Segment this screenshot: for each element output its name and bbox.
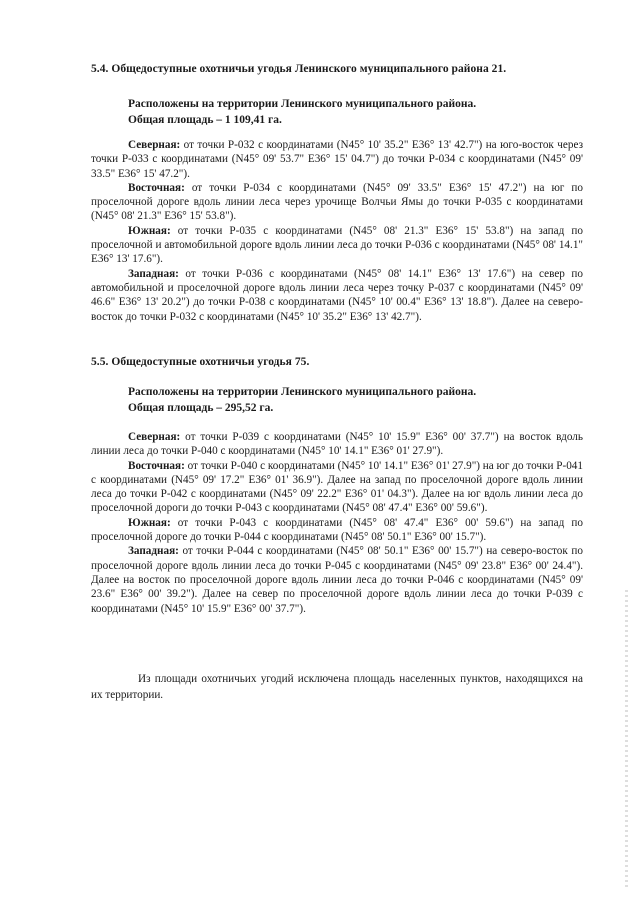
section-55-title: 5.5. Общедоступные охотничьи угодья 75. bbox=[91, 356, 310, 368]
north-label: Северная: bbox=[128, 431, 181, 443]
east-label: Восточная: bbox=[128, 459, 185, 472]
north-text: от точки Р-032 с координатами (N45° 10' 35.2" E36° 13' 42.7") на юго-восток через точки Р-033 с координатами (N45° 09' 53.7" E36° 15' 04.7") до точки Р-034 с координатами (N45° 09' 33.5" E36° 15' 47.2"). bbox=[91, 139, 583, 180]
west-label: Западная: bbox=[128, 545, 179, 558]
north-text: от точки Р-039 с координатами (N45° 10' 15.9" E36° 00' 37.7") на восток вдоль линии леса до точки Р-040 с координатами (N45° 10' 14.1" E36° 01' 27.9"). bbox=[91, 431, 583, 458]
east-text: от точки Р-040 с координатами (N45° 10' 14.1" E36° 01' 27.9") на юг до точки Р-041 с координатами (N45° 09' 17.2" E36° 01' 36.9"). Далее на запад по проселочной дороге вдоль линии леса до точки Р-042 с координатами (N45° 09' 22.2" E36° 01' 04.3"). Далее на юг вдоль линии леса до проселочной дороги до точки Р-043 с координатами (N45° 08' 47.4" E36° 00' 59.6"). bbox=[91, 459, 583, 515]
section-55-west bbox=[91, 544, 583, 615]
east-text: от точки Р-034 с координатами (N45° 09' 33.5" E36° 15' 47.2") на юг по проселочной дороге вдоль линии леса через урочище Волчьи Ямы до точки Р-035 с координатами (N45° 08' 21.3" E36° 15' 53.8"). bbox=[91, 181, 583, 223]
section-55-north bbox=[91, 430, 583, 459]
section-55-south bbox=[91, 516, 583, 545]
east-label: Восточная: bbox=[128, 181, 185, 194]
west-text: от точки Р-036 с координатами (N45° 08' 14.1" E36° 13' 17.6") на север по автомобильной и проселочной дороге вдоль линии леса через точку Р-037 с координатами (N45° 09' 46.6" E36° 13' 20.2") до точки Р-038 с координатами (N45° 10' 00.4" E36° 13' 18.8"). Далее на северо-восток до точки Р-032 с координатами (N45° 10' 35.2" E36° 13' 42.7"). bbox=[91, 267, 583, 323]
section-54-west bbox=[91, 267, 583, 324]
section-55-intro bbox=[128, 384, 476, 416]
south-text: от точки Р-043 с координатами (N45° 08' 47.4" E36° 00' 59.6") на запад по проселочной дороге до точки Р-044 с координатами (N45° 08' 50.1" E36° 00' 15.7"). bbox=[91, 516, 583, 544]
section-54-intro bbox=[128, 96, 476, 128]
section-55-boundaries bbox=[91, 430, 583, 616]
south-label: Южная: bbox=[128, 516, 171, 529]
north-label: Северная: bbox=[128, 139, 181, 151]
section-54-east bbox=[91, 181, 583, 224]
south-text: от точки Р-035 с координатами (N45° 08' 21.3" E36° 15' 53.8") на запад по проселочной и автомобильной дороге вдоль линии леса до точки Р-036 с координатами (N45° 08' 14.1" E36° 13' 17.6"). bbox=[91, 224, 583, 266]
section-54-boundaries bbox=[91, 138, 583, 324]
section-55-location: Расположены на территории Ленинского муниципального района. bbox=[128, 386, 477, 398]
section-54-south bbox=[91, 224, 583, 267]
south-label: Южная: bbox=[128, 224, 171, 237]
section-55-east bbox=[91, 459, 583, 516]
west-label: Западная: bbox=[128, 267, 179, 280]
section-54-north bbox=[91, 138, 583, 181]
section-54-location: Расположены на территории Ленинского муниципального района. bbox=[128, 98, 477, 110]
west-text: от точки Р-044 с координатами (N45° 08' 50.1" E36° 00' 15.7") на северо-восток по проселочной дороге вдоль линии леса до точки Р-045 с координатами (N45° 09' 23.8" E36° 00' 24.4"). Далее на восток по проселочной дороге вдоль линии леса до точки Р-046 с координатами (N45° 09' 23.6" E36° 00' 39.2"). Далее на север по проселочной дороге вдоль линии леса до точки Р-039 с координатами (N45° 10' 15.9" E36° 00' 37.7"). bbox=[91, 545, 583, 615]
exclusion-note: Из площади охотничьих угодий исключена площадь населенных пунктов, находящихся на их территории. bbox=[91, 673, 583, 701]
section-54-area: Общая площадь – 1 109,41 га. bbox=[128, 114, 282, 126]
margin-scan-mark bbox=[625, 590, 628, 890]
section-55-area: Общая площадь – 295,52 га. bbox=[128, 402, 274, 414]
section-54-title: 5.4. Общедоступные охотничьи угодья Ленинского муниципального района 21. bbox=[91, 63, 507, 75]
